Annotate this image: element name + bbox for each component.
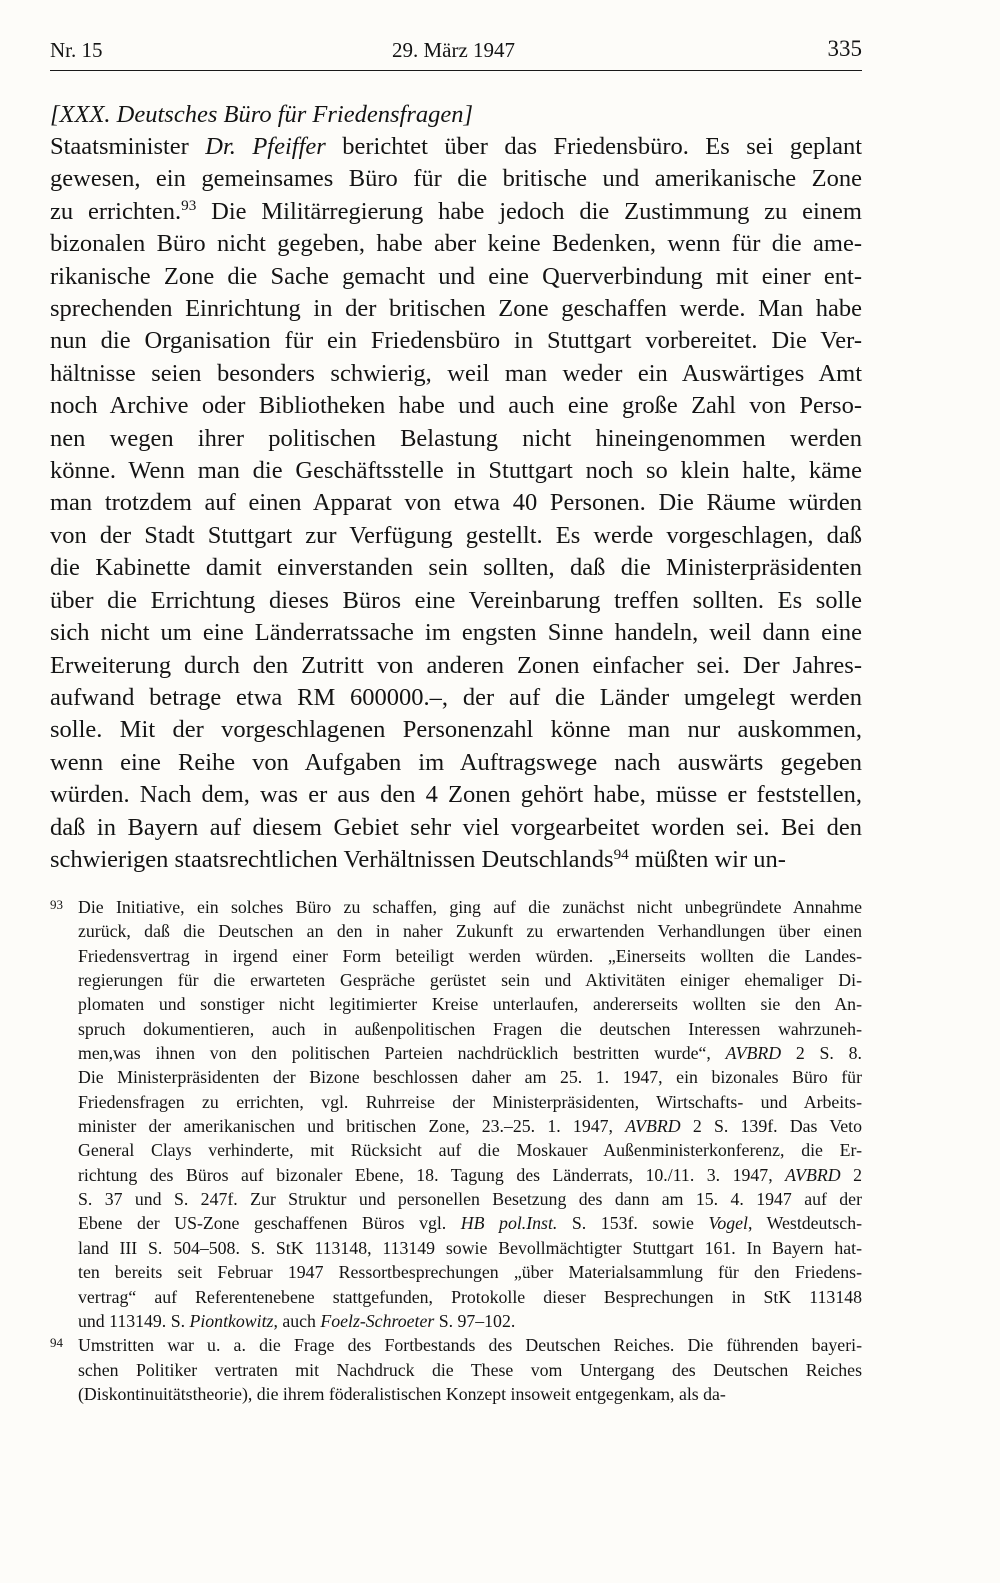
header-rule: [50, 70, 862, 71]
footnote-line: [50, 1285, 862, 1309]
footnote-line: [50, 968, 862, 992]
text-run: über die Errichtung dieses Büros eine Vereinbarung treffen sollten. Es solle: [50, 586, 862, 614]
footnote-line: [50, 944, 862, 968]
text-line: [50, 487, 862, 519]
text-line: [50, 552, 862, 584]
text-run: minister der amerikanischen und britischen Zone, 23.–25. 1. 1947,: [78, 1116, 626, 1137]
text-run: aufwand betrage etwa RM 600000.–, der auf die Länder umgelegt werden: [50, 683, 862, 711]
text-run: zurück, daß die Deutschen an den in naher Zukunft zu erwartenden Verhandlungen über einen: [78, 921, 862, 942]
text-run: die Kabinette damit einverstanden sein sollten, daß die Ministerpräsidenten: [50, 554, 862, 582]
footnote-number: 94: [50, 1335, 63, 1351]
text-line: [50, 423, 862, 455]
text-run: Erweiterung durch den Zutritt von anderen Zonen einfacher sei. Der Jahres-: [50, 651, 862, 679]
text-run: spruch dokumentieren, auch in außenpolitischen Fragen die deutschen Interessen wahrzuneh-: [78, 1018, 862, 1039]
text-run: Staatsminister: [50, 133, 206, 160]
text-run: , Westdeutsch-: [747, 1213, 863, 1234]
footnote-line: [50, 1017, 862, 1041]
footnote-line: [50, 1333, 862, 1357]
footnote-line: [50, 1382, 862, 1406]
text-run: plomaten und sonstiger nicht legitimierter Kreise unterlaufen, andererseits wollten sie den An-: [78, 994, 862, 1015]
text-line: [50, 682, 862, 714]
text-run: , auch: [273, 1310, 321, 1331]
text-run: S. 97–102.: [434, 1310, 516, 1331]
text-run: Ebene der US-Zone geschaffenen Büros vgl.: [78, 1213, 461, 1234]
text-run: nun die Organisation für ein Friedensbüro in Stuttgart vorbereitet. Die Ver-: [50, 327, 862, 355]
text-run: men,was ihnen von den politischen Parteien nachdrücklich bestritten wurde“,: [78, 1043, 726, 1064]
text-run: Die Ministerpräsidenten der Bizone beschlossen daher am 25. 1. 1947, ein bizonales Büro für: [78, 1067, 862, 1088]
text-run: S. 153f. sowie: [557, 1213, 709, 1234]
text-line: [50, 844, 862, 876]
text-line: [50, 650, 862, 682]
text-run: von der Stadt Stuttgart zur Verfügung gestellt. Es werde vorgeschlagen, daß: [50, 521, 862, 549]
text-run: könne. Wenn man die Geschäftsstelle in Stuttgart noch so klein halte, käme: [50, 457, 862, 485]
text-run: land III S. 504–508. S. StK 113148, 113149 sowie Bevollmächtigter Stuttgart 161. In Bayern hat-: [78, 1237, 862, 1258]
text-run: vertrag“ auf Referentenebene stattgefunden, Protokolle dieser Besprechungen in StK 113148: [78, 1286, 862, 1307]
text-run: schen Politiker vertraten mit Nachdruck die These vom Untergang des Deutschen Reiches: [78, 1359, 862, 1380]
text-run: (Diskontinuitätstheorie), die ihrem föderalistischen Konzept insoweit entgegenkam, als da-: [78, 1383, 726, 1404]
italic-text: AVBRD: [785, 1164, 841, 1185]
text-run: Umstritten war u. a. die Frage des Fortbestands des Deutschen Reiches. Die führenden bayeri-: [78, 1335, 862, 1356]
text-run: bizonalen Büro nicht gegeben, habe aber keine Bedenken, wenn für die ame-: [50, 230, 862, 258]
text-line: [50, 390, 862, 422]
footnote-line: [50, 1138, 862, 1162]
text-run: zu errichten.: [50, 197, 182, 225]
text-line: [50, 293, 862, 325]
footnote-line: [50, 895, 862, 919]
text-run: man trotzdem auf einen Apparat von etwa 40 Personen. Die Räume würden: [50, 489, 862, 517]
footnote-number: 93: [50, 897, 63, 912]
italic-text: AVBRD: [725, 1043, 782, 1064]
footnote-line: [50, 1163, 862, 1187]
text-line: [50, 520, 862, 552]
text-run: schwierigen staatsrechtlichen Verhältnissen Deutschlands: [50, 845, 614, 873]
text-line: [50, 358, 862, 390]
body-paragraph: [50, 131, 862, 876]
footnote-line: [50, 1041, 862, 1065]
italic-text: Dr. Pfeiffer: [205, 133, 326, 160]
text-run: solle. Mit der vorgeschlagenen Personenzahl könne man nur auskommen,: [50, 716, 862, 744]
text-line: [50, 325, 862, 357]
footnote-line: [50, 992, 862, 1016]
text-line: [50, 228, 862, 260]
text-run: 2 S. 139f. Das Veto: [680, 1116, 862, 1137]
text-run: ten bereits seit Februar 1947 Ressortbesprechungen „über Materialsammlung für den Friedens-: [78, 1262, 862, 1283]
footnote-93: [50, 895, 862, 1333]
footnote-line: [50, 1236, 862, 1260]
text-run: rikanische Zone die Sache gemacht und eine Querverbindung mit einer ent-: [50, 262, 862, 290]
text-line: [50, 455, 862, 487]
text-run: Die Initiative, ein solches Büro zu schaffen, ging auf die zunächst nicht unbegründete Annahme: [78, 897, 862, 917]
footnote-line: [50, 1309, 862, 1333]
text-run: berichtet über das Friedensbüro. Es sei geplant: [325, 133, 862, 160]
footnote-reference: 94: [613, 845, 629, 863]
running-header: [50, 38, 862, 68]
text-run: Die Militärregierung habe jedoch die Zustimmung zu einem: [196, 197, 862, 225]
text-run: richtung des Büros auf bizonaler Ebene, 18. Tagung des Länderrats, 10./11. 3. 1947,: [78, 1164, 786, 1185]
text-run: sich nicht um eine Länderratssache im engsten Sinne handeln, weil dann eine: [50, 619, 862, 647]
issue-number: Nr. 15: [50, 38, 103, 62]
text-line: [50, 196, 862, 228]
italic-text: Vogel: [708, 1213, 748, 1234]
footnote-line: [50, 919, 862, 943]
text-line: [50, 131, 862, 163]
text-run: 2 S. 8.: [781, 1043, 862, 1064]
text-line: [50, 585, 862, 617]
text-run: und 113149. S.: [78, 1310, 190, 1331]
footnote-reference: 93: [181, 197, 197, 215]
text-line: [50, 779, 862, 811]
text-run: Friedensfragen zu errichten, vgl. Ruhrreise der Ministerpräsidenten, Wirtschafts- und Arbeits-: [78, 1091, 862, 1112]
text-run: General Clays verhinderte, mit Rücksicht auf die Moskauer Außenministerkonferenz, die Er-: [78, 1140, 862, 1161]
text-run: S. 37 und S. 247f. Zur Struktur und personellen Besetzung des dann am 15. 4. 1947 auf der: [78, 1189, 862, 1210]
header-date: 29. März 1947: [392, 38, 516, 62]
footnote-line: [50, 1187, 862, 1211]
footnote-line: [50, 1090, 862, 1114]
text-run: gewesen, ein gemeinsames Büro für die britische und amerikanische Zone: [50, 165, 862, 193]
footnote-line: [50, 1065, 862, 1089]
footnote-94: [50, 1333, 862, 1406]
text-run: würden. Nach dem, was er aus den 4 Zonen gehört habe, müsse er feststellen,: [50, 781, 862, 809]
text-line: [50, 812, 862, 844]
text-line: [50, 617, 862, 649]
page-number: 335: [827, 36, 862, 61]
text-run: daß in Bayern auf diesem Gebiet sehr viel vorgearbeitet worden sei. Bei den: [50, 813, 862, 841]
footnote-line: [50, 1260, 862, 1284]
footnotes: [50, 895, 862, 1406]
text-line: [50, 163, 862, 195]
text-run: sprechenden Einrichtung in der britischen Zone geschaffen werde. Man habe: [50, 295, 862, 323]
text-run: hältnisse seien besonders schwierig, weil man weder ein Auswärtiges Amt: [50, 359, 862, 387]
italic-text: HB pol.Inst.: [460, 1213, 558, 1234]
italic-text: Foelz-Schroeter: [320, 1310, 435, 1331]
footnote-line: [50, 1211, 862, 1235]
main-text: [50, 99, 862, 876]
footnote-line: [50, 1358, 862, 1382]
text-run: wenn eine Reihe von Aufgaben im Auftragswege nach auswärts gegeben: [50, 748, 862, 776]
text-run: Friedensvertrag in irgend einer Form beteiligt werden würden. „Einerseits wollten die Landes-: [78, 945, 862, 966]
text-line: [50, 714, 862, 746]
italic-text: AVBRD: [625, 1116, 681, 1137]
text-run: 2: [840, 1164, 862, 1185]
text-run: müßten wir un-: [628, 845, 786, 873]
text-line: [50, 261, 862, 293]
footnote-line: [50, 1114, 862, 1138]
section-heading: [XXX. Deutsches Büro für Friedensfragen]: [50, 101, 474, 128]
text-run: nen wegen ihrer politischen Belastung nicht hineingenommen werden: [50, 424, 862, 452]
text-run: noch Archive oder Bibliotheken habe und auch eine große Zahl von Perso-: [50, 392, 862, 420]
text-run: regierungen für die erwarteten Gespräche gerüstet sein und Aktivitäten einiger ehemaliger Di-: [78, 970, 862, 991]
text-line: [50, 747, 862, 779]
italic-text: Piontkowitz: [189, 1310, 274, 1331]
